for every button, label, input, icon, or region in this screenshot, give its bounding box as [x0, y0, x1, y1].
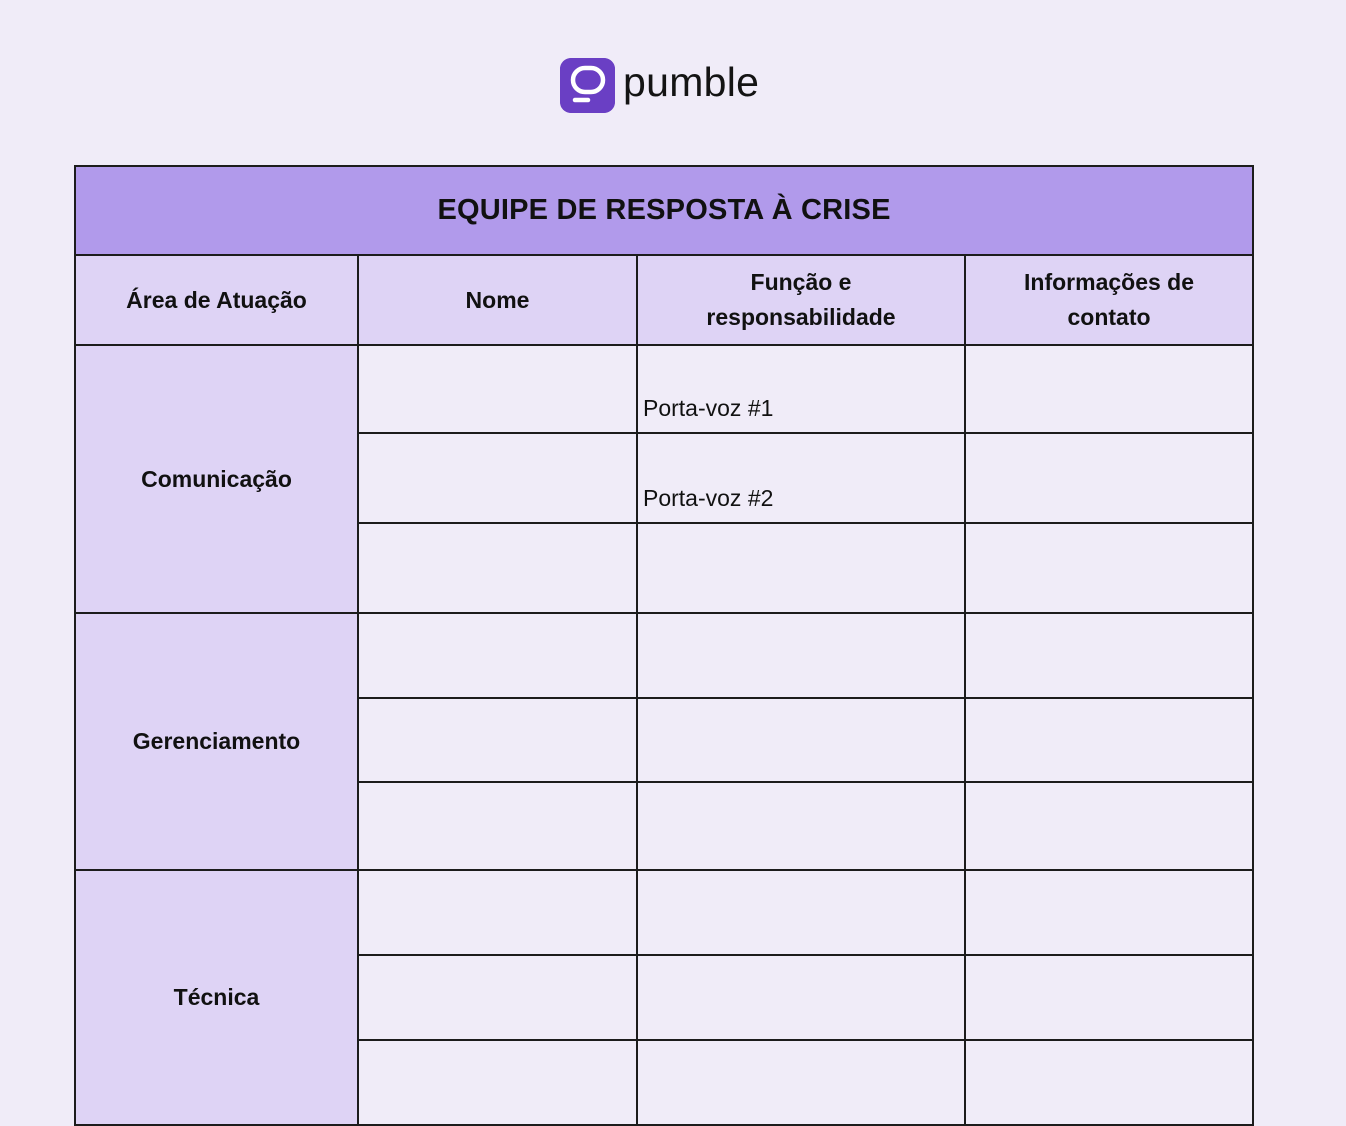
cell-contato — [965, 613, 1253, 698]
cell-contato — [965, 955, 1253, 1040]
cell-contato — [965, 433, 1253, 523]
brand-name: pumble — [623, 58, 760, 105]
cell-funcao — [637, 698, 965, 782]
cell-funcao: Porta-voz #2 — [637, 433, 965, 523]
cell-contato — [965, 782, 1253, 870]
header-nome: Nome — [358, 255, 637, 345]
table-title: EQUIPE DE RESPOSTA À CRISE — [75, 166, 1253, 255]
cell-contato — [965, 698, 1253, 782]
cell-funcao — [637, 955, 965, 1040]
pumble-logo-icon — [560, 58, 615, 113]
cell-funcao — [637, 870, 965, 955]
header-contato: Informações de contato — [965, 255, 1253, 345]
header-area: Área de Atuação — [75, 255, 358, 345]
table-row — [75, 613, 1253, 698]
cell-funcao — [637, 523, 965, 613]
cell-funcao — [637, 782, 965, 870]
header-funcao: Função e responsabilidade — [637, 255, 965, 345]
cell-nome — [358, 1040, 637, 1125]
cell-nome — [358, 523, 637, 613]
cell-funcao: Porta-voz #1 — [637, 345, 965, 433]
cell-contato — [965, 345, 1253, 433]
area-gerenciamento: Gerenciamento — [75, 613, 358, 870]
table-row — [75, 870, 1253, 955]
table-row — [75, 345, 1253, 433]
cell-funcao — [637, 1040, 965, 1125]
cell-nome — [358, 870, 637, 955]
cell-funcao — [637, 613, 965, 698]
cell-contato — [965, 523, 1253, 613]
cell-nome — [358, 955, 637, 1040]
cell-nome — [358, 698, 637, 782]
cell-contato — [965, 1040, 1253, 1125]
cell-nome — [358, 345, 637, 433]
area-tecnica: Técnica — [75, 870, 358, 1125]
cell-nome — [358, 782, 637, 870]
area-comunicacao: Comunicação — [75, 345, 358, 613]
cell-contato — [965, 870, 1253, 955]
cell-nome — [358, 433, 637, 523]
pumble-logo — [560, 57, 759, 113]
crisis-team-table — [74, 165, 1254, 1126]
cell-nome — [358, 613, 637, 698]
